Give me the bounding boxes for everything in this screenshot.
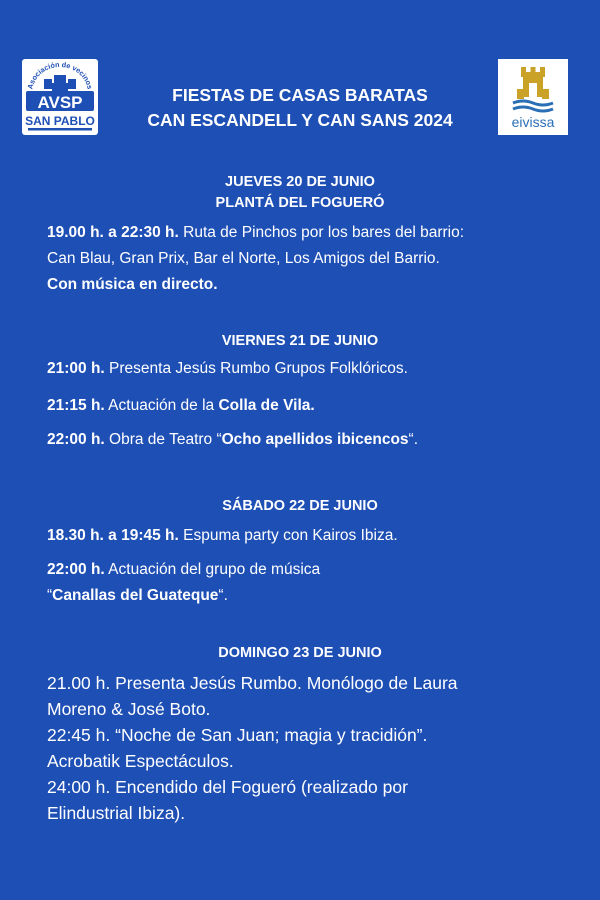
viernes-item-3-time: 22:00 h. <box>47 431 105 448</box>
avsp-san-pablo-logo <box>22 59 98 135</box>
sabado-item-2-time: 22:00 h. <box>47 561 105 578</box>
sabado-date: SÁBADO 22 DE JUNIO <box>222 498 378 514</box>
sabado-item-1-time: 18.30 h. a 19:45 h. <box>47 527 179 544</box>
viernes-item-2-time: 21:15 h. <box>47 397 105 414</box>
waves-icon <box>513 101 553 111</box>
viernes-date: VIERNES 21 DE JUNIO <box>221 333 379 349</box>
title-line-2: CAN ESCANDELL Y CAN SANS 2024 <box>147 110 453 130</box>
avsp-logo-graphic <box>22 59 98 135</box>
viernes-item-3-text: Obra de Teatro “ <box>104 431 222 448</box>
viernes-item-3-bold: Ocho apellidos ibicencos <box>221 431 409 448</box>
domingo-items <box>47 670 551 826</box>
sabado-item-2 <box>47 557 320 609</box>
sabado-item-2-end: “. <box>218 587 228 604</box>
jueves-text-a: Ruta de Pinchos por los bares del barrio: <box>178 224 465 241</box>
viernes-item-3 <box>47 427 418 453</box>
viernes-item-3-end: “. <box>408 431 419 448</box>
domingo-item-2-line-2: Acrobatik Espectáculos. <box>47 751 234 771</box>
sabado-item-2-open: “ <box>47 587 53 604</box>
viernes-item-1-text: Presenta Jesús Rumbo Grupos Folklóricos. <box>104 360 408 377</box>
viernes-heading <box>0 331 600 352</box>
viernes-item-2 <box>47 393 315 419</box>
domingo-item-1-line-2: Moreno & José Boto. <box>47 699 211 719</box>
domingo-item-3-line-1: 24:00 h. Encendido del Fogueró (realizado por <box>47 777 408 797</box>
jueves-item <box>47 220 551 298</box>
logo-acronym: AVSP <box>37 93 83 112</box>
domingo-item-2-line-1: 22:45 h. “Noche de San Juan; magia y tracidión”. <box>47 725 428 745</box>
viernes-item-1 <box>47 356 408 382</box>
logo-arc-text: Asociación de vecinos <box>25 59 95 91</box>
eivissa-logo-graphic <box>498 59 568 135</box>
title-line-1: FIESTAS DE CASAS BARATAS <box>172 85 428 105</box>
jueves-time: 19.00 h. a 22:30 h. <box>47 224 179 241</box>
jueves-text-c: Con música en directo. <box>47 276 218 293</box>
eivissa-wordmark: eivissa <box>511 114 555 130</box>
logo-name: SAN PABLO <box>25 114 95 128</box>
sabado-heading <box>0 496 600 517</box>
page-title <box>110 83 490 133</box>
viernes-item-2-bold: Colla de Vila. <box>218 397 315 414</box>
domingo-heading <box>0 643 600 664</box>
eivissa-logo <box>498 59 568 135</box>
jueves-heading <box>0 172 600 214</box>
jueves-date: JUEVES 20 DE JUNIO <box>225 174 375 190</box>
domingo-item-1-line-1: 21.00 h. Presenta Jesús Rumbo. Monólogo de Laura <box>47 673 458 693</box>
sabado-item-2-text: Actuación del grupo de música <box>104 561 321 578</box>
domingo-item-3-line-2: Elindustrial Ibiza). <box>47 803 186 823</box>
sabado-item-1-text: Espuma party con Kairos Ibiza. <box>178 527 398 544</box>
domingo-date: DOMINGO 23 DE JUNIO <box>218 645 382 661</box>
sabado-item-1 <box>47 523 398 549</box>
viernes-item-2-text: Actuación de la <box>104 397 219 414</box>
jueves-subtitle: PLANTÁ DEL FOGUERÓ <box>215 195 385 211</box>
viernes-item-1-time: 21:00 h. <box>47 360 105 377</box>
sabado-item-2-bold: Canallas del Guateque <box>52 587 219 604</box>
jueves-text-b: Can Blau, Gran Prix, Bar el Norte, Los Amigos del Barrio. <box>47 250 440 267</box>
